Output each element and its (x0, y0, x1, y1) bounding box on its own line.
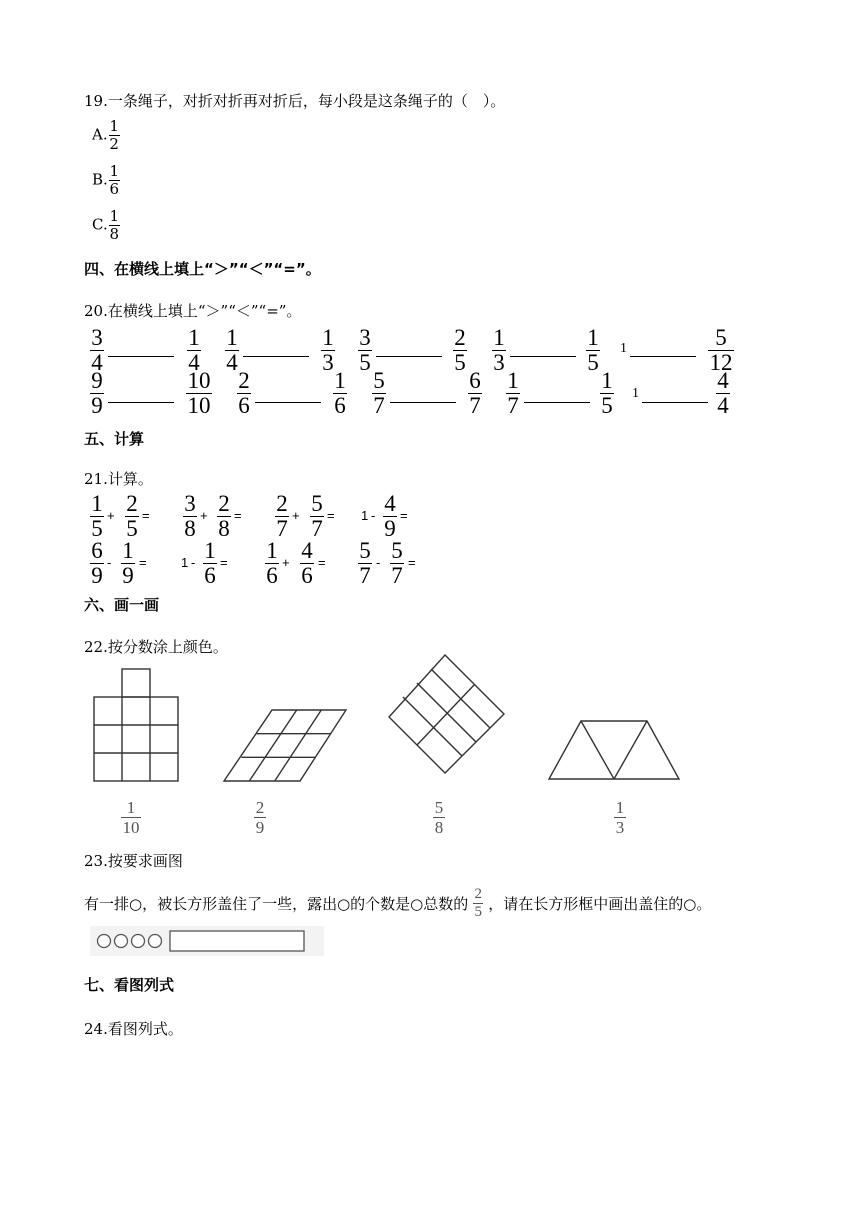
q23-fraction: 2 5 (474, 886, 483, 920)
q20-r2-c2-left: 2 6 (238, 368, 250, 418)
q20-r2-c3-left: 5 7 (373, 368, 385, 418)
section5-title: 五、计算 (84, 430, 145, 448)
caption-fraction-4: 1 3 (615, 798, 625, 837)
q20-r1-c2-right: 1 3 (322, 325, 334, 375)
circle-icon (98, 935, 111, 948)
calc-fraction: 1 5 (91, 491, 103, 541)
calc-fraction: 5 7 (391, 538, 403, 588)
calc-operator: - (107, 555, 112, 570)
option-label: B. (92, 170, 108, 189)
q20-stem: 20.在横线上填上“＞”“＜”“=”。 (84, 302, 302, 320)
q20-r2-c4-right: 1 5 (601, 368, 613, 418)
q20-r2-c2-right: 1 6 (334, 368, 346, 418)
q22-stem: 22.按分数涂上颜色。 (84, 638, 228, 656)
section7-title: 七、看图列式 (84, 976, 175, 994)
shape-rhombus-8-cells[interactable] (389, 655, 504, 773)
option-label: C. (92, 215, 108, 234)
calc-fraction: 1 9 (122, 538, 134, 588)
calc-equals: = (142, 508, 150, 523)
q23-text-before: 有一排○，被长方形盖住了一些，露出○的个数是○总数的 (84, 895, 469, 913)
q23-text-after: ，请在长方形框中画出盖住的○。 (488, 895, 712, 913)
q20-r2-c3-right: 6 7 (469, 368, 481, 418)
shape-parallelogram-9-cells[interactable] (224, 710, 346, 781)
q20-r2-c5-left: 1 (632, 386, 639, 401)
circle-icon (132, 935, 145, 948)
q20-r1-c1-right: 1 4 (188, 325, 200, 375)
q24-stem: 24.看图列式。 (84, 1020, 183, 1038)
calc-equals: = (327, 508, 335, 523)
calc-operator: - (371, 508, 376, 523)
calc-operator: + (282, 555, 290, 570)
calc-operator: - (376, 555, 381, 570)
q23-stem: 23.按要求画图 (84, 852, 183, 870)
caption-fraction-1: 1 10 (122, 798, 140, 837)
calc-equals: = (318, 555, 326, 570)
q20-r1-c2-left: 1 4 (226, 325, 238, 375)
option-fraction: $\frac{1}{2}$ (109, 117, 119, 153)
calc-equals: = (220, 555, 228, 570)
q20-r1-c4-right: 1 5 (587, 325, 599, 375)
calc-whole: 1 (181, 555, 189, 570)
caption-fraction-3: 5 8 (434, 798, 444, 837)
calc-fraction: 6 9 (91, 538, 103, 588)
calc-operator: + (200, 508, 208, 523)
q20-r1-c3-right: 2 5 (454, 325, 466, 375)
calc-fraction: 3 8 (184, 491, 196, 541)
q23-instruction (84, 887, 711, 920)
section6-title: 六、画一画 (84, 596, 160, 614)
calc-fraction: 5 7 (359, 538, 371, 588)
shape-trapezoid-3-triangles[interactable] (549, 721, 679, 779)
calc-operator: + (292, 508, 300, 523)
calc-operator: - (191, 555, 196, 570)
calc-operator: + (107, 508, 115, 523)
calc-equals: = (400, 508, 408, 523)
calc-equals: = (234, 508, 242, 523)
calc-whole: 1 (361, 508, 369, 523)
option-label: A. (92, 125, 108, 144)
q19-stem: 19.一条绳子，对折对折再对折后，每小段是这条绳子的（ ）。 (84, 92, 506, 110)
cover-rectangle[interactable] (170, 931, 304, 951)
calc-fraction: 2 8 (218, 491, 230, 541)
section4-title: 四、在横线上填上“＞”“＜”“=”。 (84, 260, 321, 278)
calc-equals: = (139, 555, 147, 570)
q20-r2-c1-right: 10 10 (187, 368, 211, 418)
q20-r1-c3-left: 3 5 (359, 325, 371, 375)
q20-r1-c5-left: 1 (620, 341, 627, 356)
calc-fraction: 5 7 (311, 491, 323, 541)
q20-r2-c4-left: 1 7 (507, 368, 519, 418)
calc-fraction: 1 6 (266, 538, 278, 588)
calc-fraction: 4 6 (301, 538, 313, 588)
q20-r2-c1-left: 9 9 (91, 368, 103, 418)
calc-fraction: 4 9 (384, 491, 396, 541)
circle-icon (115, 935, 128, 948)
caption-fraction-2: 2 9 (255, 798, 265, 837)
calc-fraction: 1 6 (204, 538, 216, 588)
q20-r2-c5-right: 4 4 (717, 368, 729, 418)
q20-r1-c4-left: 1 3 (493, 325, 505, 375)
option-fraction: $\frac{1}{6}$ (109, 162, 120, 198)
q23-figure (90, 926, 324, 956)
option-fraction: $\frac{1}{8}$ (109, 207, 119, 243)
calc-equals: = (408, 555, 416, 570)
calc-fraction: 2 5 (126, 491, 138, 541)
q20-r1-c1-left: 3 4 (91, 325, 103, 375)
q21-stem: 21.计算。 (84, 470, 153, 488)
q20-r1-c5-right: 5 12 (709, 325, 733, 375)
calc-fraction: 2 7 (276, 491, 288, 541)
shape-grid-10-cells[interactable] (94, 669, 178, 781)
circle-icon (149, 935, 162, 948)
